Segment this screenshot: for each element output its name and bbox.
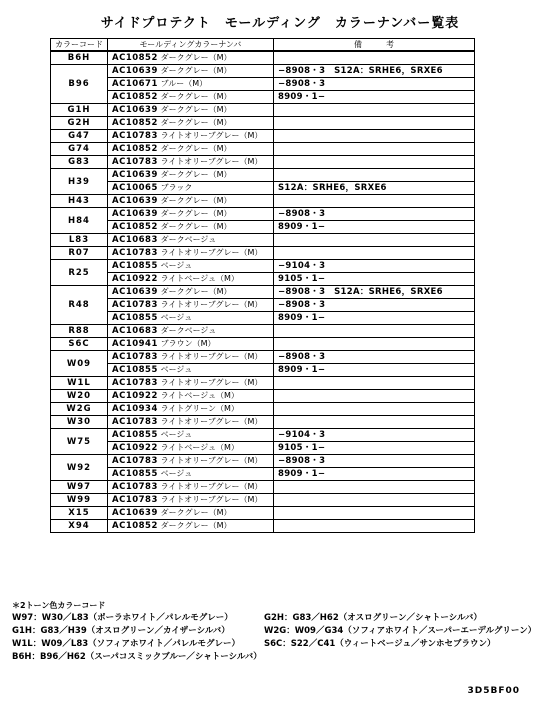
- part-number: AC10783: [112, 417, 158, 427]
- color-name: ダークグレー（M）: [160, 170, 232, 179]
- part-number: AC10783: [112, 248, 158, 258]
- molding-color-cell: [108, 234, 274, 247]
- color-name: ライトオリーブグレー（M）: [160, 352, 263, 361]
- molding-color-cell: [108, 221, 274, 234]
- color-code-cell: G1H: [51, 104, 108, 117]
- part-number: AC10783: [112, 131, 158, 141]
- color-code-cell: W2G: [51, 403, 108, 416]
- color-code-cell: L83: [51, 234, 108, 247]
- color-name: ライトオリーブグレー（M）: [160, 482, 263, 491]
- header-color-code: カラーコード: [51, 39, 108, 52]
- molding-color-cell: [108, 169, 274, 182]
- part-number: AC10852: [112, 53, 158, 63]
- color-name: ブルー（M）: [160, 79, 208, 88]
- molding-color-cell: [108, 429, 274, 442]
- molding-color-cell: [108, 364, 274, 377]
- molding-color-cell: [108, 273, 274, 286]
- part-number: AC10922: [112, 443, 158, 453]
- molding-color-cell: [108, 507, 274, 520]
- molding-color-cell: [108, 468, 274, 481]
- color-code-cell: H43: [51, 195, 108, 208]
- color-code-cell: S6C: [51, 338, 108, 351]
- table-row: [51, 299, 475, 312]
- color-name: ベージュ: [160, 365, 193, 374]
- color-code-cell: X94: [51, 520, 108, 533]
- header-molding-color-number: モールディングカラーナンバ: [108, 39, 274, 52]
- color-code-cell: B6H: [51, 51, 108, 65]
- color-name: ダークグレー（M）: [160, 92, 232, 101]
- table-row: [51, 143, 475, 156]
- table-row: [51, 182, 475, 195]
- table-row: [51, 130, 475, 143]
- color-name: ライトベージュ（M）: [160, 274, 239, 283]
- color-name: ダークグレー（M）: [160, 287, 232, 296]
- color-name: ダークグレー（M）: [160, 222, 232, 231]
- color-name: ベージュ: [160, 430, 193, 439]
- table-row: [51, 247, 475, 260]
- note-cell: [274, 156, 475, 169]
- table-row: [51, 507, 475, 520]
- table-row: [51, 390, 475, 403]
- two-tone-legend: [12, 599, 552, 664]
- molding-color-cell: [108, 91, 274, 104]
- note-cell: [274, 416, 475, 429]
- two-tone-heading: ＊2トーン色カラーコード: [12, 601, 106, 610]
- header-note: 備 考: [274, 39, 475, 52]
- part-number: AC10852: [112, 118, 158, 128]
- molding-color-cell: [108, 51, 274, 65]
- table-row: [51, 312, 475, 325]
- molding-color-cell: [108, 338, 274, 351]
- molding-color-cell: [108, 156, 274, 169]
- table-row: [51, 273, 475, 286]
- color-code-cell: R25: [51, 260, 108, 286]
- color-name: ライトオリーブグレー（M）: [160, 417, 263, 426]
- color-name: ライトオリーブグレー（M）: [160, 300, 263, 309]
- table-row: [51, 481, 475, 494]
- note-cell: [274, 494, 475, 507]
- color-name: ダークベージュ: [160, 235, 217, 244]
- color-name: ダークグレー（M）: [160, 118, 232, 127]
- part-number: AC10639: [112, 508, 158, 518]
- table-row: [51, 260, 475, 273]
- note-cell: −9104・3: [274, 260, 475, 273]
- table-row: [51, 455, 475, 468]
- note-cell: [274, 143, 475, 156]
- two-tone-list: [12, 612, 552, 664]
- part-number: AC10783: [112, 352, 158, 362]
- molding-color-cell: [108, 299, 274, 312]
- part-number: AC10922: [112, 391, 158, 401]
- part-number: AC10922: [112, 274, 158, 284]
- part-number: AC10783: [112, 378, 158, 388]
- part-number: AC10639: [112, 105, 158, 115]
- color-code-cell: H84: [51, 208, 108, 234]
- part-number: AC10783: [112, 482, 158, 492]
- table-row: [51, 325, 475, 338]
- table-row: [51, 169, 475, 182]
- table-header-row: [51, 39, 475, 52]
- molding-color-cell: [108, 442, 274, 455]
- color-name: ブラック: [160, 183, 193, 192]
- table-row: [51, 377, 475, 390]
- part-number: AC10783: [112, 157, 158, 167]
- table-row: [51, 520, 475, 533]
- color-code-cell: W20: [51, 390, 108, 403]
- color-code-cell: W1L: [51, 377, 108, 390]
- part-number: AC10855: [112, 469, 158, 479]
- color-code-cell: G83: [51, 156, 108, 169]
- color-name: ダークグレー（M）: [160, 209, 232, 218]
- molding-color-cell: [108, 377, 274, 390]
- part-number: AC10852: [112, 222, 158, 232]
- color-code-cell: W75: [51, 429, 108, 455]
- part-number: AC10783: [112, 456, 158, 466]
- note-cell: [274, 520, 475, 533]
- note-cell: −8908・3: [274, 78, 475, 91]
- note-cell: 8909・1−: [274, 221, 475, 234]
- part-number: AC10065: [112, 183, 158, 193]
- color-code-cell: W97: [51, 481, 108, 494]
- color-name: ダークグレー（M）: [160, 105, 232, 114]
- note-cell: 9105・1−: [274, 442, 475, 455]
- note-cell: [274, 390, 475, 403]
- color-name: ライトオリーブグレー（M）: [160, 456, 263, 465]
- table-row: [51, 91, 475, 104]
- part-number: AC10639: [112, 66, 158, 76]
- note-cell: S12A：SRHE6，SRXE6: [274, 182, 475, 195]
- note-cell: [274, 247, 475, 260]
- part-number: AC10639: [112, 196, 158, 206]
- table-row: [51, 429, 475, 442]
- color-name: ダークベージュ: [160, 326, 217, 335]
- color-name: ライトオリーブグレー（M）: [160, 495, 263, 504]
- table-row: [51, 338, 475, 351]
- note-cell: −8908・3: [274, 351, 475, 364]
- table-row: [51, 65, 475, 78]
- molding-color-cell: [108, 182, 274, 195]
- color-name: ブラウン（M）: [160, 339, 216, 348]
- table-row: [51, 494, 475, 507]
- part-number: AC10783: [112, 300, 158, 310]
- molding-color-cell: [108, 455, 274, 468]
- color-name: ベージュ: [160, 261, 193, 270]
- table-row: [51, 468, 475, 481]
- note-cell: [274, 403, 475, 416]
- table-row: [51, 416, 475, 429]
- note-cell: [274, 234, 475, 247]
- molding-color-cell: [108, 208, 274, 221]
- molding-color-cell: [108, 260, 274, 273]
- note-cell: [274, 507, 475, 520]
- part-number: AC10683: [112, 326, 158, 336]
- table-row: [51, 351, 475, 364]
- note-cell: 8909・1−: [274, 91, 475, 104]
- part-number: AC10683: [112, 235, 158, 245]
- table-row: [51, 403, 475, 416]
- color-name: ライトベージュ（M）: [160, 443, 239, 452]
- two-tone-item: G1H：G83／H39（オスログリーン／カイザーシルバ）: [12, 626, 230, 636]
- molding-color-cell: [108, 351, 274, 364]
- note-cell: 9105・1−: [274, 273, 475, 286]
- note-cell: [274, 104, 475, 117]
- molding-color-cell: [108, 117, 274, 130]
- two-tone-item: W1L：W09／L83（ソフィアホワイト／パレルモグレー）: [12, 639, 241, 649]
- note-cell: [274, 130, 475, 143]
- molding-color-cell: [108, 247, 274, 260]
- color-code-cell: B96: [51, 65, 108, 104]
- note-cell: 8909・1−: [274, 468, 475, 481]
- molding-color-cell: [108, 494, 274, 507]
- part-number: AC10639: [112, 209, 158, 219]
- color-name: ライトオリーブグレー（M）: [160, 157, 263, 166]
- color-code-cell: H39: [51, 169, 108, 195]
- color-name: ダークグレー（M）: [160, 53, 232, 62]
- color-code-cell: X15: [51, 507, 108, 520]
- molding-color-cell: [108, 312, 274, 325]
- note-cell: −8908・3: [274, 299, 475, 312]
- note-cell: [274, 325, 475, 338]
- note-cell: [274, 117, 475, 130]
- part-number: AC10639: [112, 170, 158, 180]
- molding-color-cell: [108, 104, 274, 117]
- table-row: [51, 104, 475, 117]
- two-tone-item: S6C：S22／C41（ウィートベージュ／サンホセブラウン）: [264, 639, 496, 649]
- table-row: [51, 117, 475, 130]
- color-number-table: [50, 38, 475, 533]
- table-row: [51, 221, 475, 234]
- molding-color-cell: [108, 403, 274, 416]
- color-code-cell: G2H: [51, 117, 108, 130]
- note-cell: [274, 195, 475, 208]
- page-title: サイドプロテクト モールディング カラーナンバー覧表: [100, 16, 460, 31]
- two-tone-item: B6H：B96／H62（スーパコスミックブルー／シャトーシルバ）: [12, 652, 262, 662]
- table-row: [51, 195, 475, 208]
- color-code-cell: W99: [51, 494, 108, 507]
- note-cell: −8908・3 S12A：SRHE6，SRXE6: [274, 286, 475, 299]
- color-code-cell: W09: [51, 351, 108, 377]
- molding-color-cell: [108, 65, 274, 78]
- color-code-cell: W92: [51, 455, 108, 481]
- color-name: ダークグレー（M）: [160, 66, 232, 75]
- note-cell: −9104・3: [274, 429, 475, 442]
- molding-color-cell: [108, 325, 274, 338]
- color-name: ダークグレー（M）: [160, 196, 232, 205]
- color-name: ライトベージュ（M）: [160, 391, 239, 400]
- part-number: AC10783: [112, 495, 158, 505]
- document-id: 3D5BF00: [467, 686, 520, 696]
- note-cell: −8908・3 S12A：SRHE6，SRXE6: [274, 65, 475, 78]
- molding-color-cell: [108, 143, 274, 156]
- part-number: AC10855: [112, 430, 158, 440]
- color-name: ライトオリーブグレー（M）: [160, 131, 263, 140]
- note-cell: [274, 169, 475, 182]
- part-number: AC10852: [112, 144, 158, 154]
- two-tone-item: W2G：W09／G34（ソフィアホワイト／スーパーエーデルグリーン）: [264, 626, 537, 636]
- part-number: AC10855: [112, 365, 158, 375]
- molding-color-cell: [108, 130, 274, 143]
- note-cell: [274, 338, 475, 351]
- table-row: [51, 442, 475, 455]
- table-body: [51, 51, 475, 533]
- color-name: ベージュ: [160, 469, 193, 478]
- molding-color-cell: [108, 390, 274, 403]
- note-cell: −8908・3: [274, 208, 475, 221]
- table-row: [51, 51, 475, 65]
- color-name: ダークグレー（M）: [160, 521, 232, 530]
- color-code-cell: R48: [51, 286, 108, 325]
- part-number: AC10671: [112, 79, 158, 89]
- color-code-cell: G74: [51, 143, 108, 156]
- molding-color-cell: [108, 78, 274, 91]
- part-number: AC10855: [112, 313, 158, 323]
- part-number: AC10941: [112, 339, 158, 349]
- note-cell: [274, 481, 475, 494]
- color-code-cell: W30: [51, 416, 108, 429]
- part-number: AC10934: [112, 404, 158, 414]
- color-name: ライトグリーン（M）: [160, 404, 239, 413]
- molding-color-cell: [108, 520, 274, 533]
- table-row: [51, 208, 475, 221]
- molding-color-cell: [108, 416, 274, 429]
- part-number: AC10852: [112, 521, 158, 531]
- two-tone-item: G2H：G83／H62（オスログリーン／シャトーシルバ）: [264, 613, 482, 623]
- two-tone-item: W97：W30／L83（ポーラホワイト／パレルモグレー）: [12, 613, 233, 623]
- table-row: [51, 78, 475, 91]
- table-row: [51, 286, 475, 299]
- table-row: [51, 364, 475, 377]
- color-name: ライトオリーブグレー（M）: [160, 378, 263, 387]
- color-name: ベージュ: [160, 313, 193, 322]
- note-cell: [274, 51, 475, 65]
- color-code-cell: R07: [51, 247, 108, 260]
- color-name: ダークグレー（M）: [160, 508, 232, 517]
- color-name: ライトオリーブグレー（M）: [160, 248, 263, 257]
- note-cell: −8908・3: [274, 455, 475, 468]
- note-cell: 8909・1−: [274, 312, 475, 325]
- table-row: [51, 234, 475, 247]
- molding-color-cell: [108, 195, 274, 208]
- note-cell: 8909・1−: [274, 364, 475, 377]
- molding-color-cell: [108, 286, 274, 299]
- part-number: AC10855: [112, 261, 158, 271]
- color-name: ダークグレー（M）: [160, 144, 232, 153]
- color-code-cell: R88: [51, 325, 108, 338]
- color-code-cell: G47: [51, 130, 108, 143]
- note-cell: [274, 377, 475, 390]
- part-number: AC10852: [112, 92, 158, 102]
- table-row: [51, 156, 475, 169]
- molding-color-cell: [108, 481, 274, 494]
- part-number: AC10639: [112, 287, 158, 297]
